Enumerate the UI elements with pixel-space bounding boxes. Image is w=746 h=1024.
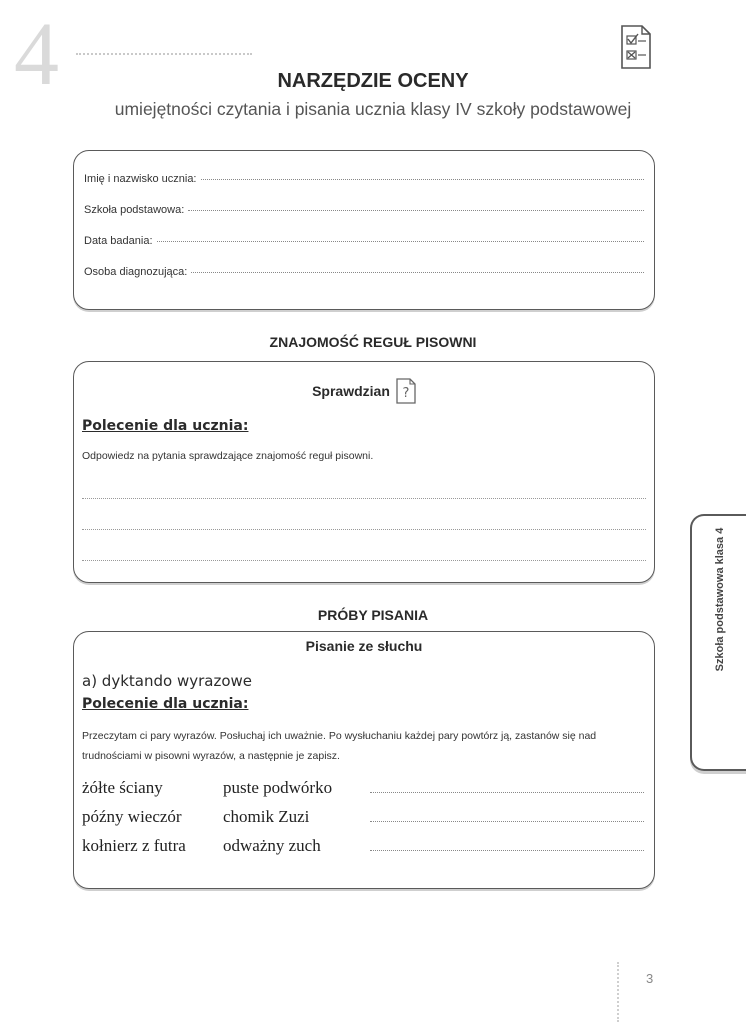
- dictation-box: [73, 631, 655, 889]
- writing-trials-section-title: PRÓBY PISANIA: [317, 607, 429, 623]
- pair-3-answer-line[interactable]: [370, 850, 644, 851]
- chapter-number: 4: [14, 5, 59, 104]
- side-tab-label: Szkoła podstawowa klasa 4: [714, 527, 726, 672]
- dictation-instruction-line-2: trudnościami w pisowni wyrazów, a następnie je zapisz.: [82, 750, 340, 762]
- dictation-subheading: a) dyktando wyrazowe: [82, 672, 252, 690]
- test-command-label: Polecenie dla ucznia:: [82, 418, 249, 434]
- footer-dotted-line: [617, 962, 619, 1022]
- examiner-line[interactable]: [191, 272, 644, 273]
- pair-1-first: żółte ściany: [82, 778, 163, 797]
- student-info-box: [73, 150, 655, 310]
- pair-1-answer-line[interactable]: [370, 792, 644, 793]
- header-dotted-line: [76, 53, 252, 55]
- exam-date-label: Data badania:: [84, 235, 153, 247]
- pair-1-second: puste podwórko: [223, 778, 333, 797]
- pair-3-first: kołnierz z futra: [82, 836, 186, 855]
- pair-2-first: późny wieczór: [82, 807, 182, 826]
- checklist-document-icon: [620, 24, 652, 70]
- dictation-box-title: Pisanie ze słuchu: [305, 638, 423, 654]
- page-number: 3: [646, 971, 654, 986]
- answer-line-1[interactable]: [82, 498, 646, 499]
- dictation-command-label: Polecenie dla ucznia:: [82, 696, 249, 712]
- school-line[interactable]: [188, 210, 644, 211]
- exam-date-line[interactable]: [157, 241, 645, 242]
- page-subtitle: umiejętności czytania i pisania ucznia klasy IV szkoły podstawowej: [114, 99, 632, 119]
- student-name-line[interactable]: [201, 179, 645, 180]
- exam-date-field[interactable]: [84, 235, 644, 247]
- pair-2-second: chomik Zuzi: [223, 807, 310, 826]
- student-name-label: Imię i nazwisko ucznia:: [84, 173, 197, 185]
- dictation-instruction-line-1: Przeczytam ci pary wyrazów. Posłuchaj ich uważnie. Po wysłuchaniu każdej pary powtórz ją, zastanów się nad: [82, 730, 597, 742]
- test-instruction: Odpowiedz na pytania sprawdzające znajomość reguł pisowni.: [82, 450, 374, 462]
- test-box: [73, 361, 655, 583]
- pair-2-answer-line[interactable]: [370, 821, 644, 822]
- pair-3-second: odważny zuch: [223, 836, 321, 855]
- answer-line-3[interactable]: [82, 560, 646, 561]
- page-title: NARZĘDZIE OCENY: [277, 70, 469, 92]
- svg-text:?: ?: [402, 386, 410, 401]
- spelling-rules-section-title: ZNAJOMOŚĆ REGUŁ PISOWNI: [269, 334, 477, 350]
- side-tab: [690, 514, 746, 771]
- examiner-label: Osoba diagnozująca:: [84, 266, 188, 278]
- student-name-field[interactable]: [84, 173, 644, 185]
- question-document-icon: [396, 378, 416, 404]
- examiner-field[interactable]: [84, 266, 644, 278]
- test-box-title: Sprawdzian: [312, 383, 390, 399]
- school-field[interactable]: [84, 204, 644, 216]
- answer-line-2[interactable]: [82, 529, 646, 530]
- school-label: Szkoła podstawowa:: [84, 204, 185, 216]
